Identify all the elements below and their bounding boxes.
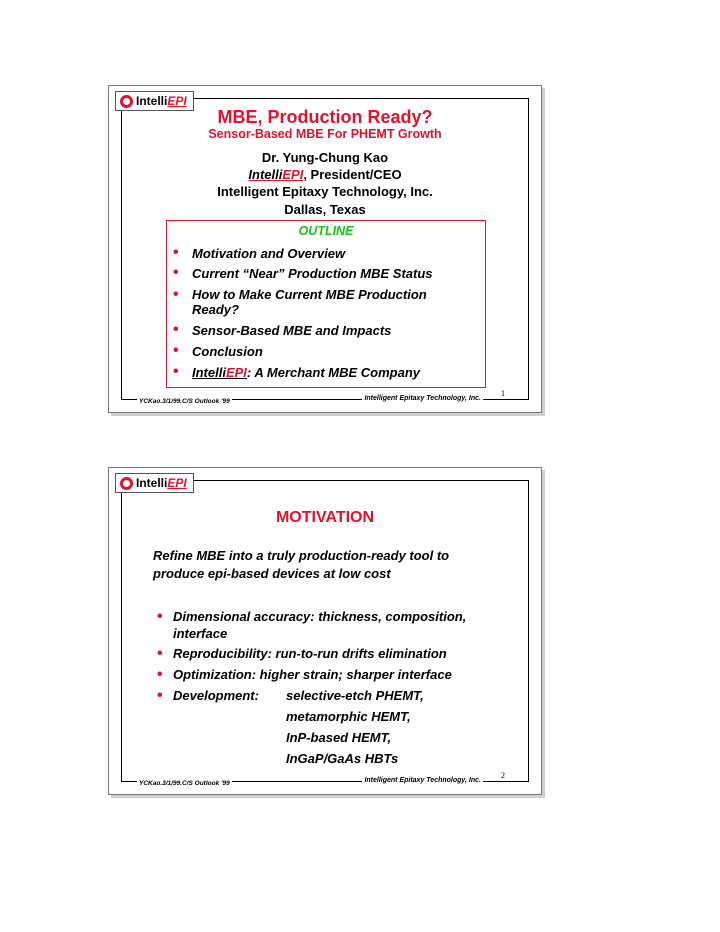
outline-item: • Conclusion — [173, 342, 263, 359]
outline-box — [166, 220, 486, 388]
footer-left: YCKao.3/1/99.C/S Outlook '99 — [139, 398, 230, 405]
page-number: 1 — [501, 389, 505, 398]
company-name: Intelligent Epitaxy Technology, Inc. — [217, 184, 433, 199]
logo-mark-icon — [120, 477, 133, 490]
outline-item: • How to Make Current MBE Production Ready? — [173, 286, 427, 317]
slide-title: MBE, Production Ready? — [217, 107, 433, 127]
company-logo: Intelli EPI — [115, 91, 194, 111]
footer-right: Intelligent Epitaxy Technology, Inc. — [364, 777, 481, 784]
slide-2 — [108, 467, 542, 795]
outline-title: OUTLINE — [298, 224, 354, 238]
outline-item: • Motivation and Overview — [173, 244, 346, 261]
author-name: Dr. Yung-Chung Kao — [261, 150, 389, 165]
author-role: IntelliEPI, President/CEO — [248, 167, 402, 182]
bullet-item: • Development: — [157, 687, 259, 704]
page-number: 2 — [501, 771, 505, 780]
bullet-item: • Dimensional accuracy: thickness, composition, — [157, 608, 467, 625]
bullet-item-continued: interface — [173, 626, 228, 641]
dev-item: metamorphic HEMT, — [286, 709, 411, 724]
slide-title: MOTIVATION — [275, 509, 375, 526]
intro-text: Refine MBE into a truly production-ready tool to produce epi-based devices at low cost — [153, 548, 450, 581]
bullet-item: • Optimization: higher strain; sharper interface — [157, 666, 452, 683]
outline-item: • Sensor-Based MBE and Impacts — [173, 321, 392, 338]
location: Dallas, Texas — [284, 202, 366, 217]
outline-item: • Current “Near” Production MBE Status — [173, 264, 433, 281]
footer-left: YCKao.3/1/99.C/S Outlook '99 — [139, 780, 230, 787]
dev-item: InP-based HEMT, — [286, 730, 392, 745]
outline-item: • IntelliEPI: A Merchant MBE Company — [173, 363, 421, 380]
footer-right: Intelligent Epitaxy Technology, Inc. — [364, 395, 481, 402]
slide-subtitle: Sensor-Based MBE For PHEMT Growth — [208, 127, 442, 141]
bullet-item: • Reproducibility: run-to-run drifts elimination — [157, 645, 447, 662]
dev-item: InGaP/GaAs HBTs — [286, 751, 399, 766]
logo-mark-icon — [120, 95, 133, 108]
company-logo: Intelli EPI — [115, 473, 194, 493]
dev-item: selective-etch PHEMT, — [286, 688, 424, 703]
slide-1 — [108, 85, 542, 413]
